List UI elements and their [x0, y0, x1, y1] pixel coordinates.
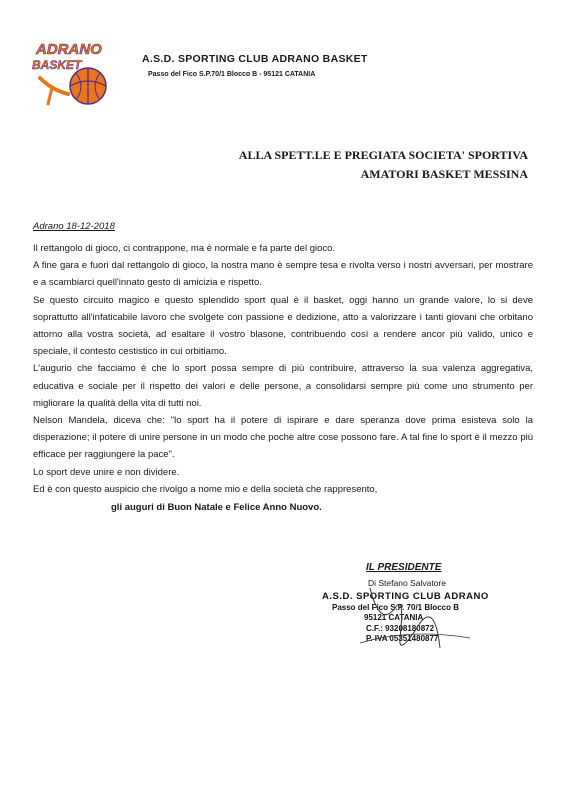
letter-body [33, 240, 533, 516]
paragraph: Lo sport deve unire e non dividere. [33, 466, 180, 478]
paragraph: L'augurio che facciamo è che lo sport possa sempre di più contribuire, attraverso la sua valenza aggregativa, educativa e sociale per il rispetto dei valori e delle persone, a consolidarsi sempre più come uno strumento per migliorare la qualità della vita di tutti noi. [33, 363, 533, 409]
club-logo [30, 38, 125, 108]
recipient-line-2: AMATORI BASKET MESSINA [360, 167, 528, 181]
recipient-block [239, 146, 528, 184]
signature-title: IL PRESIDENTE [366, 562, 442, 573]
club-address: Passo del Fico S.P.70/1 Blocco B - 95121 CATANIA [148, 71, 316, 78]
signature-name: Di Stefano Salvatore [368, 578, 446, 588]
stamp-line: Passo del Fico S.P. 70/1 Blocco B [332, 602, 460, 612]
basketball-logo-icon [30, 38, 125, 108]
stamp-line: 95121 CATANIA [364, 613, 424, 623]
greeting: gli auguri di Buon Natale e Felice Anno Nuovo. [111, 502, 322, 514]
paragraph: Se questo circuito magico e questo splendido sport qual è il basket, oggi hanno un grande valore, lo si deve soprattutto all'infaticabile lavoro che svolgete con passione e dedizione, atto a valorizzare i tanti giovani che orbitano attorno alla vostra società, ad esaltare il vostro blasone, contribuendo così a rendere ancor più valido, unico e speciale, il contesto cestistico in cui orbitiamo. [33, 294, 533, 358]
logo-text-top: ADRANO [36, 41, 102, 58]
paragraph: Nelson Mandela, diceva che: "lo sport ha il potere di ispirare e dare speranza dove prima esisteva solo la disperazione; il potere di unire persone in un modo che poche altre cose possono fare. A tal fine lo sport è il mezzo più efficace per raggiungere la pace". [33, 415, 533, 461]
paragraph: Il rettangolo di gioco, ci contrappone, ma è normale e fa parte del gioco. [33, 243, 336, 254]
club-stamp [322, 592, 532, 645]
paragraph: A fine gara e fuori dal rettangolo di gioco, la nostra mano è sempre tesa e rivolta verso i nostri avversari, per mostrare e a scambiarci quell'innato gesto di amicizia e rispetto. [33, 260, 533, 289]
stamp-line: C.F.: 93208180872 [366, 623, 435, 633]
club-name: A.S.D. SPORTING CLUB ADRANO BASKET [142, 53, 368, 65]
logo-text-bottom: BASKET [32, 58, 82, 72]
stamp-line: P. IVA 05351480877 [366, 634, 439, 644]
recipient-line-1: ALLA SPETT.LE E PREGIATA SOCIETA' SPORTIVA [238, 148, 528, 162]
stamp-line: A.S.D. SPORTING CLUB ADRANO [322, 591, 489, 602]
paragraph: Ed è con questo auspicio che rivolgo a nome mio e della società che rappresento, [33, 483, 378, 495]
letter-date: Adrano 18-12-2018 [33, 221, 115, 232]
